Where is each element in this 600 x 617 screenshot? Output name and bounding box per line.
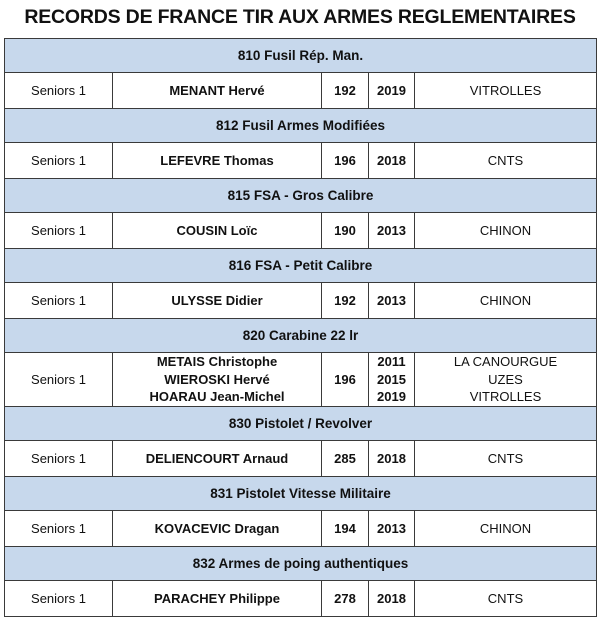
page-title: RECORDS DE FRANCE TIR AUX ARMES REGLEMENTAIRES <box>24 6 576 28</box>
record-row <box>5 510 597 546</box>
record-location: VITROLLES <box>415 73 597 109</box>
category-row <box>5 109 597 143</box>
record-year: 2013 <box>369 283 415 319</box>
record-row <box>5 143 597 179</box>
record-years <box>369 353 415 407</box>
record-score: 192 <box>322 73 369 109</box>
record-row <box>5 580 597 616</box>
category-title: 830 Pistolet / Revolver <box>5 406 597 440</box>
record-year: 2015 <box>377 371 406 387</box>
record-score: 190 <box>322 213 369 249</box>
record-name: HOARAU Jean-Michel <box>149 389 285 404</box>
record-score: 194 <box>322 510 369 546</box>
record-division: Seniors 1 <box>5 143 113 179</box>
category-row <box>5 249 597 283</box>
record-location: CHINON <box>415 283 597 319</box>
record-location: CHINON <box>415 510 597 546</box>
record-year: 2013 <box>369 213 415 249</box>
category-row <box>5 406 597 440</box>
record-division: Seniors 1 <box>5 73 113 109</box>
record-row <box>5 73 597 109</box>
category-title: 812 Fusil Armes Modifiées <box>5 109 597 143</box>
category-row <box>5 39 597 73</box>
record-row <box>5 440 597 476</box>
category-title: 815 FSA - Gros Calibre <box>5 179 597 213</box>
record-division: Seniors 1 <box>5 213 113 249</box>
record-score: 196 <box>322 353 369 407</box>
record-division: Seniors 1 <box>5 440 113 476</box>
record-row <box>5 213 597 249</box>
record-year: 2018 <box>369 143 415 179</box>
record-name: WIEROSKI Hervé <box>164 371 270 387</box>
record-name: LEFEVRE Thomas <box>113 143 322 179</box>
record-names <box>113 353 322 407</box>
category-title: 816 FSA - Petit Calibre <box>5 249 597 283</box>
record-name: METAIS Christophe <box>156 354 278 369</box>
record-score: 278 <box>322 580 369 616</box>
record-location: CHINON <box>415 213 597 249</box>
record-location: VITROLLES <box>469 389 542 404</box>
record-year: 2013 <box>369 510 415 546</box>
category-row <box>5 546 597 580</box>
record-year: 2011 <box>377 354 406 369</box>
record-name: ULYSSE Didier <box>113 283 322 319</box>
record-name: MENANT Hervé <box>113 73 322 109</box>
record-name: PARACHEY Philippe <box>113 580 322 616</box>
record-score: 196 <box>322 143 369 179</box>
category-row <box>5 319 597 353</box>
record-division: Seniors 1 <box>5 510 113 546</box>
records-table <box>4 38 597 617</box>
record-division: Seniors 1 <box>5 353 113 407</box>
category-row <box>5 179 597 213</box>
record-year: 2018 <box>369 440 415 476</box>
record-location: CNTS <box>415 580 597 616</box>
category-title: 831 Pistolet Vitesse Militaire <box>5 476 597 510</box>
record-row <box>5 353 597 407</box>
record-location: CNTS <box>415 143 597 179</box>
record-row <box>5 283 597 319</box>
category-title: 820 Carabine 22 lr <box>5 319 597 353</box>
record-location: CNTS <box>415 440 597 476</box>
record-division: Seniors 1 <box>5 283 113 319</box>
record-division: Seniors 1 <box>5 580 113 616</box>
record-year: 2019 <box>369 73 415 109</box>
category-row <box>5 476 597 510</box>
record-name: DELIENCOURT Arnaud <box>113 440 322 476</box>
record-name: COUSIN Loïc <box>113 213 322 249</box>
record-location: LA CANOURGUE <box>453 354 558 369</box>
category-title: 832 Armes de poing authentiques <box>5 546 597 580</box>
record-year: 2018 <box>369 580 415 616</box>
record-score: 285 <box>322 440 369 476</box>
record-year: 2019 <box>377 389 406 404</box>
record-location: UZES <box>488 371 523 387</box>
record-name: KOVACEVIC Dragan <box>113 510 322 546</box>
record-locations <box>415 353 597 407</box>
record-score: 192 <box>322 283 369 319</box>
category-title: 810 Fusil Rép. Man. <box>5 39 597 73</box>
